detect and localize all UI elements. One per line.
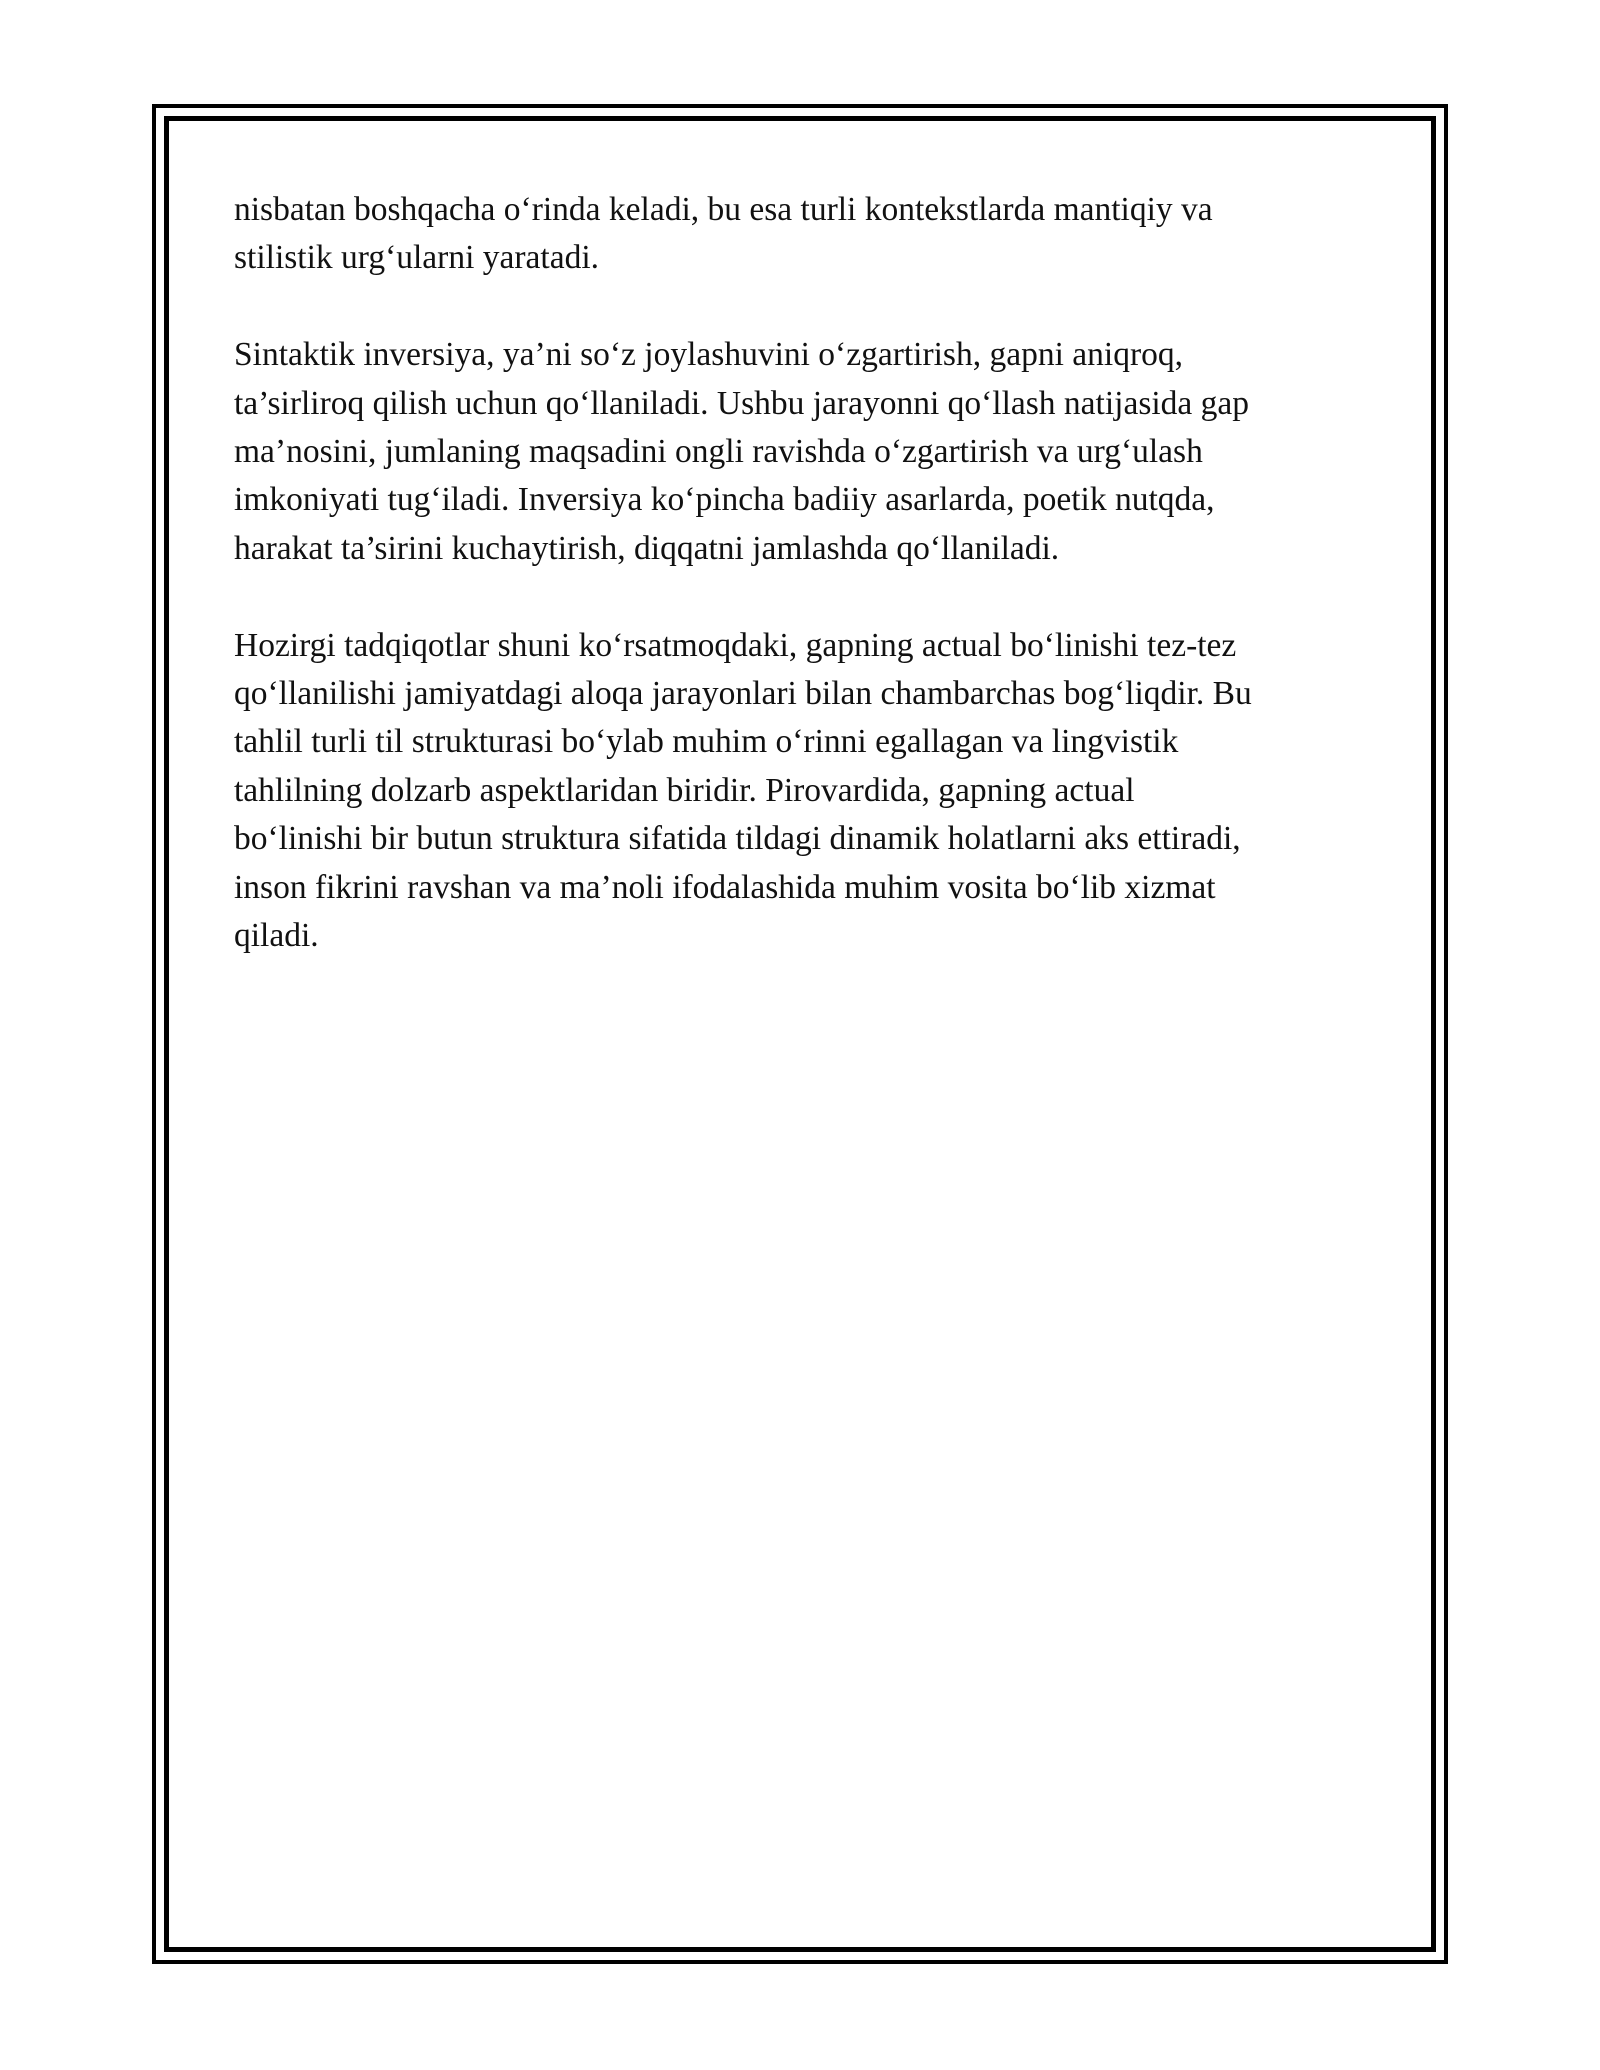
text-line: qo‘llanilishi jamiyatdagi aloqa jarayonlari bilan chambarchas bog‘liqdir. Bu xyxy=(234,675,1252,713)
text-line: ma’nosini, jumlaning maqsadini ongli ravishda o‘zgartirish va urg‘ulash xyxy=(234,433,1203,471)
text-line: harakat ta’sirini kuchaytirish, diqqatni jamlashda qo‘llaniladi. xyxy=(234,529,1060,567)
text-line: ta’sirliroq qilish uchun qo‘llaniladi. Ushbu jarayonni qo‘llash natijasida gap xyxy=(234,384,1250,422)
text-line: tahlilning dolzarb aspektlaridan biridir. Pirovardida, gapning actual xyxy=(234,771,1135,809)
text-line: tahlil turli til strukturasi bo‘ylab muhim o‘rinni egallagan va lingvistik xyxy=(234,723,1179,761)
text-line: qiladi. xyxy=(234,917,319,955)
text-line: nisbatan boshqacha o‘rinda keladi, bu esa turli kontekstlarda mantiqiy va xyxy=(234,191,1213,228)
paragraph-1 xyxy=(234,186,1374,283)
paragraph-3 xyxy=(234,622,1374,961)
text-line: bo‘linishi bir butun struktura sifatida tildagi dinamik holatlarni aks ettiradi, xyxy=(234,820,1241,858)
document-body xyxy=(234,186,1374,1009)
text-line: Hozirgi tadqiqotlar shuni ko‘rsatmoqdaki, gapning actual bo‘linishi tez-tez xyxy=(234,626,1237,664)
text-line: Sintaktik inversiya, ya’ni so‘z joylashuvini o‘zgartirish, gapni aniqroq, xyxy=(234,336,1183,374)
text-line: imkoniyati tug‘iladi. Inversiya ko‘pincha badiiy asarlarda, poetik nutqda, xyxy=(234,481,1215,519)
text-line: stilistik urg‘ularni yaratadi. xyxy=(234,239,600,277)
paragraph-2 xyxy=(234,331,1374,573)
text-line: inson fikrini ravshan va ma’noli ifodalashida muhim vosita bo‘lib xizmat xyxy=(234,868,1216,906)
